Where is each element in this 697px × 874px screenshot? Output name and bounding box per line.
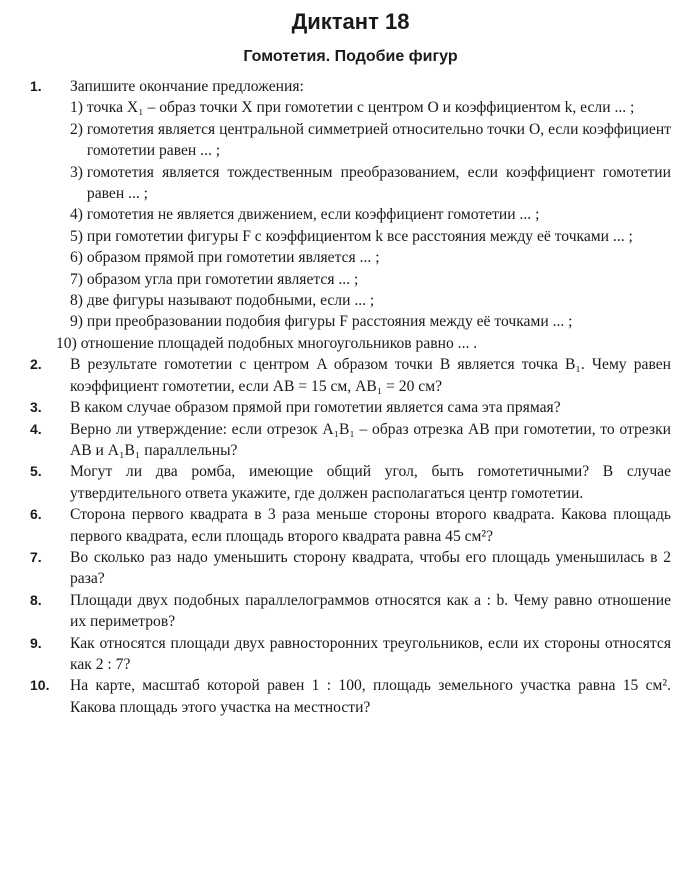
page-title: Диктант 18 xyxy=(291,9,410,34)
task-number: 7. xyxy=(30,548,42,565)
task-intro: Запишите окончание предложения: xyxy=(70,78,304,95)
task-6 xyxy=(30,504,671,547)
task-number: 5. xyxy=(30,463,42,480)
sub-item-6 xyxy=(70,247,671,268)
sub-item-3 xyxy=(70,162,671,205)
task-4 xyxy=(30,419,671,462)
sub-item-number: 10) xyxy=(56,334,77,352)
task-10 xyxy=(30,675,671,718)
task-9 xyxy=(30,633,671,676)
sub-item-text: образом прямой при гомотетии является ... ; xyxy=(86,249,380,267)
task-number: 2. xyxy=(30,356,42,373)
sub-item-text: при преобразовании подобия фигуры F расстояния между её точками ... ; xyxy=(86,313,573,331)
sub-item-8 xyxy=(70,290,671,311)
task-text: В каком случае образом прямой при гомотетии является сама эта прямая? xyxy=(70,399,561,417)
task-number: 6. xyxy=(30,506,42,523)
sub-item-text: гомотетия не является движением, если коэффициент гомотетии ... ; xyxy=(86,206,540,224)
task-2 xyxy=(30,354,671,397)
task-8 xyxy=(30,590,671,633)
sub-item-number: 4) xyxy=(70,206,83,224)
sub-item-9 xyxy=(70,311,671,332)
task-number: 3. xyxy=(30,399,42,416)
sub-item-text: две фигуры называют подобными, если ... ; xyxy=(86,292,375,310)
sub-item-2 xyxy=(70,119,671,162)
task-text: Могут ли два ромба, имеющие общий угол, быть гомотетичными? В случае утвердительного ответа укажите, где должен располагаться центр гомотетии. xyxy=(70,463,671,502)
task-body xyxy=(56,76,671,354)
task-text: Во сколько раз надо уменьшить сторону квадрата, чтобы его площадь уменьшилась в 2 раза? xyxy=(70,548,671,588)
sub-item-number: 6) xyxy=(70,249,83,267)
task-5 xyxy=(30,461,671,504)
sub-item-5 xyxy=(70,226,671,247)
sub-item-number: 9) xyxy=(70,313,83,331)
task-3 xyxy=(30,397,671,418)
sub-item-7 xyxy=(70,269,671,290)
task-text: В результате гомотетии с центром A образом точки B является точка B₁. Чему равен коэффициент гомотетии, если AB = 15 см, AB₁ = 20 см? xyxy=(70,356,671,395)
task-text: Верно ли утверждение: если отрезок A₁B₁ – образ отрезка AB при гомотетии, то отрезки AB и A₁B₁ параллельны? xyxy=(70,420,671,459)
task-number: 4. xyxy=(30,420,42,437)
sub-item-number: 7) xyxy=(70,270,83,288)
task-text: Сторона первого квадрата в 3 раза меньше стороны второго квадрата. Какова площадь первого квадрата, если площадь второго квадрата равна 45 см²? xyxy=(70,506,671,545)
task-text: Как относятся площади двух равносторонних треугольников, если их стороны относятся как 2 : 7? xyxy=(70,634,671,673)
sub-item-10 xyxy=(56,333,671,354)
sub-item-number: 5) xyxy=(70,227,83,245)
sub-item-1 xyxy=(70,97,671,118)
sub-item-text: гомотетия является тождественным преобразованием, если коэффициент гомотетии равен ... ; xyxy=(86,163,671,203)
sub-item-4 xyxy=(70,204,671,225)
sub-item-number: 1) xyxy=(70,99,83,117)
task-1 xyxy=(30,76,671,354)
sub-item-number: 3) xyxy=(70,163,83,181)
sub-item-text: отношение площадей подобных многоугольников равно ... . xyxy=(80,334,478,352)
task-list xyxy=(30,76,671,718)
sub-item-text: точка X₁ – образ точки X при гомотетии с центром O и коэффициентом k, если ... ; xyxy=(86,99,635,117)
task-number: 8. xyxy=(30,591,42,608)
page-subtitle: Гомотетия. Подобие фигур xyxy=(243,48,458,65)
sub-item-list xyxy=(56,97,671,354)
task-text: Площади двух подобных параллелограммов относятся как a : b. Чему равно отношение их периметров? xyxy=(70,591,671,631)
task-7 xyxy=(30,547,671,590)
task-text: На карте, масштаб которой равен 1 : 100, площадь земельного участка равна 15 см². Какова площадь этого участка на местности? xyxy=(70,677,671,716)
task-number: 10. xyxy=(30,677,50,694)
task-number: 1. xyxy=(30,78,42,94)
sub-item-text: гомотетия является центральной симметрией относительно точки O, если коэффициент гомотетии равен ... ; xyxy=(86,120,671,160)
sub-item-text: при гомотетии фигуры F с коэффициентом k все расстояния между её точками ... ; xyxy=(86,227,633,245)
sub-item-text: образом угла при гомотетии является ... ; xyxy=(86,270,359,288)
task-number: 9. xyxy=(30,634,42,651)
sub-item-number: 8) xyxy=(70,292,83,310)
sub-item-number: 2) xyxy=(70,120,83,138)
